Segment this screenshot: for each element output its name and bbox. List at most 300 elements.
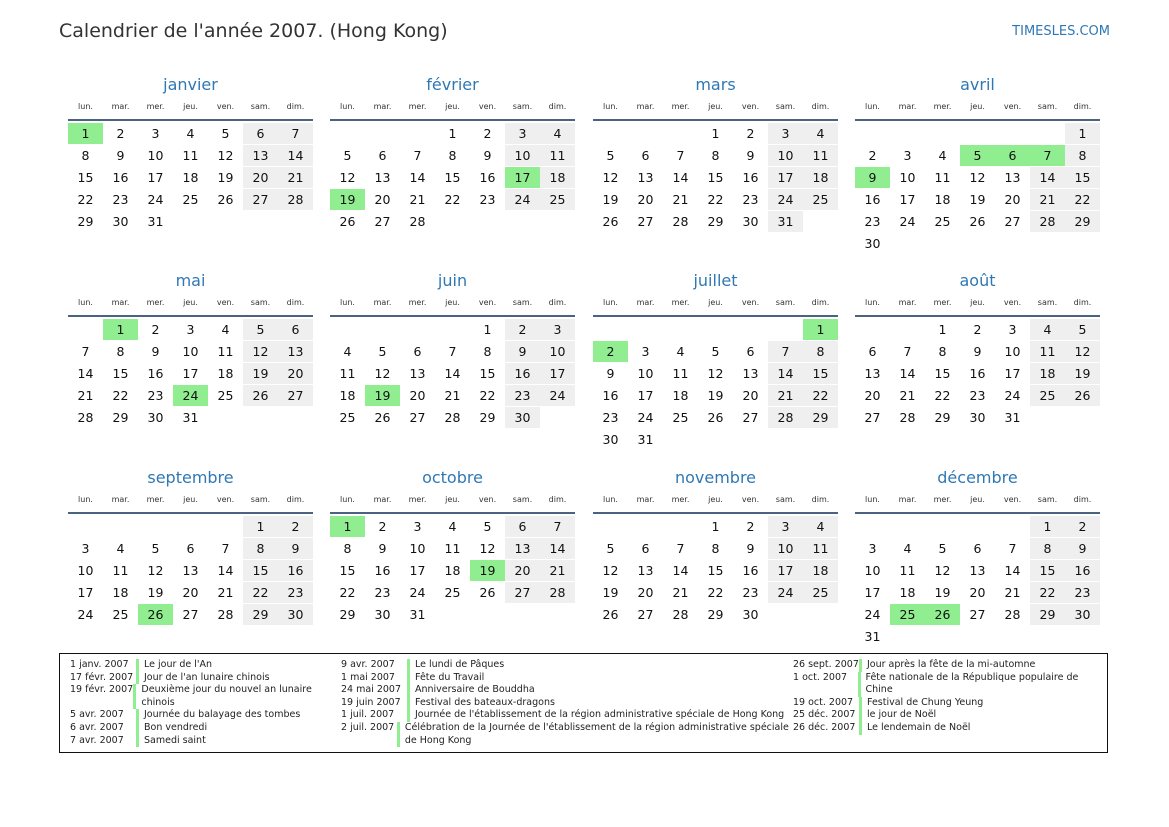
day-cell: 12 [1065, 341, 1100, 362]
weekday-label: mar. [111, 495, 130, 504]
weekday-label: sam. [512, 102, 533, 111]
day-cell: 27 [243, 189, 278, 210]
month-8 [855, 268, 1100, 458]
day-cell: 7 [448, 344, 457, 359]
holiday-day-cell: 19 [330, 189, 365, 210]
day-cell: 5 [221, 126, 230, 141]
day-cell: 6 [413, 344, 422, 359]
day-cell: 9 [378, 541, 387, 556]
day-cell: 13 [505, 538, 540, 559]
month-name: mars [695, 75, 736, 94]
page-title: Calendrier de l'année 2007. (Hong Kong) [59, 20, 448, 42]
day-cell: 12 [707, 366, 724, 381]
day-cell: 28 [672, 607, 689, 622]
day-cell: 15 [707, 170, 724, 185]
header-rule [330, 119, 575, 121]
day-cell: 23 [479, 192, 496, 207]
day-cell: 15 [803, 363, 838, 384]
day-cell: 27 [864, 410, 881, 425]
legend-color-bar [397, 722, 400, 747]
legend-date: 17 févr. 2007 [70, 671, 134, 683]
month-name: janvier [163, 75, 218, 94]
holiday-day-cell: 6 [995, 145, 1030, 166]
day-cell: 26 [707, 410, 724, 425]
day-cell: 6 [278, 319, 313, 340]
weekday-label: jeu. [445, 102, 460, 111]
day-cell: 14 [672, 563, 689, 578]
day-cell: 29 [77, 214, 94, 229]
day-cell: 10 [182, 344, 199, 359]
weekday-label: jeu. [708, 495, 723, 504]
day-cell: 13 [374, 170, 391, 185]
day-cell: 10 [505, 145, 540, 166]
day-cell: 28 [278, 189, 313, 210]
legend-row [341, 722, 789, 747]
legend-holiday-name: Jour après la fête de la mi-automne [867, 659, 1036, 670]
day-cell: 20 [637, 585, 654, 600]
day-cell: 18 [672, 388, 689, 403]
day-cell: 18 [803, 560, 838, 581]
month-name: juin [437, 271, 468, 290]
day-cell: 10 [899, 170, 916, 185]
day-cell: 28 [540, 582, 575, 603]
day-cell: 5 [711, 344, 720, 359]
day-cell: 10 [768, 145, 803, 166]
header-rule [593, 119, 838, 121]
legend-date: 19 juin 2007 [341, 696, 401, 708]
legend-holiday-name: Le lundi de Pâques [415, 659, 505, 670]
legend-row [341, 659, 789, 672]
day-cell: 25 [182, 192, 199, 207]
day-cell: 17 [864, 585, 881, 600]
day-cell: 21 [672, 585, 689, 600]
day-cell: 9 [151, 344, 160, 359]
day-cell: 26 [602, 214, 619, 229]
day-cell: 10 [864, 563, 881, 578]
day-cell: 16 [1065, 560, 1100, 581]
header-rule [330, 512, 575, 514]
legend-row [70, 684, 340, 709]
weekday-label: jeu. [708, 102, 723, 111]
day-cell: 12 [969, 170, 986, 185]
day-cell: 8 [1065, 145, 1100, 166]
day-cell: 25 [803, 189, 838, 210]
day-cell: 2 [278, 516, 313, 537]
day-cell: 27 [278, 385, 313, 406]
weekday-label: sam. [775, 102, 796, 111]
month-name: juillet [693, 271, 738, 290]
header-rule [593, 512, 838, 514]
day-cell: 31 [182, 410, 199, 425]
weekday-label: mar. [111, 102, 130, 111]
weekday-label: dim. [1073, 298, 1092, 307]
day-cell: 14 [278, 145, 313, 166]
day-cell: 23 [864, 214, 881, 229]
weekday-label: ven. [741, 298, 760, 307]
day-cell: 17 [768, 560, 803, 581]
day-cell: 8 [1030, 538, 1065, 559]
weekday-label: lun. [340, 102, 355, 111]
day-cell: 27 [182, 607, 199, 622]
day-cell: 1 [1030, 516, 1065, 537]
day-cell: 30 [278, 604, 313, 625]
day-cell: 14 [444, 366, 461, 381]
day-cell: 31 [864, 629, 881, 644]
weekday-header [68, 100, 313, 114]
day-cell: 12 [339, 170, 356, 185]
day-cell: 19 [147, 585, 164, 600]
legend-date: 19 févr. 2007 [70, 684, 134, 696]
day-cell: 29 [243, 604, 278, 625]
legend-color-bar [136, 709, 139, 722]
day-cell: 4 [540, 123, 575, 144]
weekday-header [330, 296, 575, 310]
day-cell: 20 [278, 363, 313, 384]
day-cell: 23 [969, 388, 986, 403]
day-cell: 25 [803, 582, 838, 603]
weekday-label: mer. [408, 298, 427, 307]
day-cell: 18 [899, 585, 916, 600]
weekday-label: dim. [1073, 102, 1092, 111]
day-cell: 3 [413, 519, 422, 534]
day-cell: 31 [768, 211, 803, 232]
day-cell: 7 [413, 148, 422, 163]
day-cell: 22 [707, 192, 724, 207]
day-cell: 17 [637, 388, 654, 403]
weekday-header [855, 493, 1100, 507]
day-cell: 27 [409, 410, 426, 425]
day-cell: 14 [409, 170, 426, 185]
weekday-label: mer. [933, 102, 952, 111]
holiday-day-cell: 1 [103, 319, 138, 340]
day-cell: 26 [374, 410, 391, 425]
day-cell: 19 [602, 585, 619, 600]
weekday-label: dim. [811, 495, 830, 504]
day-cell: 16 [278, 560, 313, 581]
day-cell: 16 [147, 366, 164, 381]
weekday-header [593, 100, 838, 114]
header-rule [593, 315, 838, 317]
day-cell: 17 [182, 366, 199, 381]
day-cell: 2 [378, 519, 387, 534]
legend-column [70, 659, 340, 747]
day-cell: 9 [483, 148, 492, 163]
day-cell: 18 [803, 167, 838, 188]
day-cell: 24 [147, 192, 164, 207]
day-cell: 12 [217, 148, 234, 163]
day-cell: 17 [540, 363, 575, 384]
day-cell: 8 [116, 344, 125, 359]
weekday-label: mar. [111, 298, 130, 307]
day-cell: 3 [641, 344, 650, 359]
weekday-label: lun. [865, 298, 880, 307]
weekday-label: mer. [146, 102, 165, 111]
day-cell: 23 [112, 192, 129, 207]
month-10 [330, 465, 575, 655]
legend-date: 5 avr. 2007 [70, 709, 124, 721]
month-11 [593, 465, 838, 655]
day-cell: 24 [540, 385, 575, 406]
day-cell: 3 [868, 541, 877, 556]
legend-row [70, 659, 340, 672]
legend-holiday-name: Fête nationale de la République populaire de Chine [865, 671, 1079, 696]
day-cell: 18 [112, 585, 129, 600]
day-cell: 23 [742, 192, 759, 207]
day-cell: 4 [186, 126, 195, 141]
legend-date: 1 janv. 2007 [70, 659, 129, 670]
weekday-label: ven. [216, 298, 235, 307]
day-cell: 25 [1030, 385, 1065, 406]
day-cell: 5 [606, 541, 615, 556]
day-cell: 10 [1004, 344, 1021, 359]
day-cell: 20 [637, 192, 654, 207]
day-cell: 17 [77, 585, 94, 600]
weekday-label: dim. [548, 495, 567, 504]
day-cell: 18 [217, 366, 234, 381]
day-cell: 27 [1004, 214, 1021, 229]
day-cell: 29 [934, 410, 951, 425]
day-cell: 30 [1065, 604, 1100, 625]
legend-row [341, 684, 789, 697]
weekday-label: ven. [1003, 298, 1022, 307]
weekday-label: ven. [216, 102, 235, 111]
legend-color-bar [859, 722, 862, 735]
day-cell: 22 [1065, 189, 1100, 210]
weekday-label: mar. [636, 102, 655, 111]
day-cell: 23 [505, 385, 540, 406]
day-cell: 29 [707, 214, 724, 229]
site-link[interactable]: TIMESLES.COM [1012, 24, 1110, 39]
day-cell: 30 [602, 432, 619, 447]
day-cell: 10 [768, 538, 803, 559]
day-cell: 25 [339, 410, 356, 425]
day-cell: 9 [116, 148, 125, 163]
header-rule [330, 315, 575, 317]
day-cell: 24 [864, 607, 881, 622]
day-cell: 9 [1065, 538, 1100, 559]
weekday-label: lun. [865, 102, 880, 111]
day-cell: 2 [746, 519, 755, 534]
day-cell: 5 [378, 344, 387, 359]
header-rule [855, 315, 1100, 317]
legend-color-bar [136, 659, 139, 672]
day-cell: 31 [409, 607, 426, 622]
day-cell: 29 [803, 407, 838, 428]
day-cell: 30 [864, 236, 881, 251]
day-cell: 16 [112, 170, 129, 185]
day-cell: 11 [672, 366, 689, 381]
legend-holiday-name: Fête du Travail [415, 671, 485, 683]
legend-color-bar [859, 709, 862, 722]
day-cell: 19 [602, 192, 619, 207]
day-cell: 16 [742, 563, 759, 578]
day-cell: 17 [768, 167, 803, 188]
day-cell: 26 [479, 585, 496, 600]
day-cell: 26 [339, 214, 356, 229]
legend-row [70, 672, 340, 685]
legend-date: 26 sept. 2007 [793, 659, 859, 670]
day-cell: 14 [217, 563, 234, 578]
weekday-label: mer. [408, 102, 427, 111]
day-cell: 30 [505, 407, 540, 428]
legend-color-bar [859, 659, 862, 672]
weekday-label: jeu. [445, 298, 460, 307]
day-cell: 30 [969, 410, 986, 425]
day-cell: 3 [768, 123, 803, 144]
day-cell: 7 [1008, 541, 1017, 556]
day-cell: 5 [938, 541, 947, 556]
holiday-legend [59, 653, 1108, 753]
legend-color-bar [407, 684, 410, 697]
month-name: novembre [674, 468, 757, 487]
legend-holiday-name: Anniversaire de Bouddha [415, 684, 535, 696]
weekday-label: lun. [340, 495, 355, 504]
weekday-label: sam. [775, 298, 796, 307]
day-cell: 21 [540, 560, 575, 581]
day-cell: 6 [746, 344, 755, 359]
day-cell: 19 [707, 388, 724, 403]
weekday-label: mer. [671, 495, 690, 504]
day-cell: 4 [343, 344, 352, 359]
month-1 [68, 72, 313, 262]
day-cell: 22 [444, 192, 461, 207]
day-cell: 21 [278, 167, 313, 188]
weekday-label: dim. [286, 298, 305, 307]
day-cell: 16 [505, 363, 540, 384]
day-cell: 22 [339, 585, 356, 600]
weekday-label: mar. [373, 102, 392, 111]
month-4 [855, 72, 1100, 262]
day-cell: 9 [746, 148, 755, 163]
day-cell: 12 [602, 563, 619, 578]
legend-color-bar [859, 697, 862, 710]
weekday-label: ven. [1003, 102, 1022, 111]
day-cell: 1 [711, 519, 720, 534]
day-cell: 29 [112, 410, 129, 425]
day-cell: 10 [77, 563, 94, 578]
day-cell: 15 [1065, 167, 1100, 188]
day-cell: 24 [637, 410, 654, 425]
month-9 [68, 465, 313, 655]
day-cell: 21 [409, 192, 426, 207]
day-cell: 3 [903, 148, 912, 163]
day-cell: 7 [278, 123, 313, 144]
day-cell: 20 [742, 388, 759, 403]
day-cell: 20 [1004, 192, 1021, 207]
weekday-header [330, 100, 575, 114]
day-cell: 8 [711, 541, 720, 556]
day-cell: 19 [217, 170, 234, 185]
weekday-label: mer. [671, 102, 690, 111]
weekday-header [855, 100, 1100, 114]
day-cell: 18 [1030, 363, 1065, 384]
weekday-label: sam. [512, 495, 533, 504]
weekday-label: ven. [741, 102, 760, 111]
day-cell: 5 [343, 148, 352, 163]
day-cell: 1 [711, 126, 720, 141]
day-cell: 20 [969, 585, 986, 600]
day-cell: 13 [182, 563, 199, 578]
day-cell: 1 [243, 516, 278, 537]
day-cell: 14 [77, 366, 94, 381]
legend-holiday-name: Samedi saint [144, 734, 206, 746]
day-cell: 24 [768, 189, 803, 210]
weekday-header [855, 296, 1100, 310]
legend-date: 1 juil. 2007 [341, 709, 395, 721]
weekday-label: dim. [1073, 495, 1092, 504]
month-name: avril [960, 75, 995, 94]
legend-color-bar [407, 659, 410, 672]
weekday-label: mar. [373, 495, 392, 504]
day-cell: 5 [151, 541, 160, 556]
day-cell: 28 [444, 410, 461, 425]
day-cell: 18 [934, 192, 951, 207]
weekday-label: ven. [478, 495, 497, 504]
weekday-label: mar. [636, 298, 655, 307]
day-cell: 22 [77, 192, 94, 207]
day-cell: 8 [483, 344, 492, 359]
day-cell: 9 [973, 344, 982, 359]
weekday-label: sam. [775, 495, 796, 504]
day-cell: 14 [768, 363, 803, 384]
weekday-label: jeu. [708, 298, 723, 307]
day-cell: 17 [899, 192, 916, 207]
legend-row [793, 697, 1103, 710]
legend-date: 2 juil. 2007 [341, 721, 395, 733]
weekday-label: jeu. [445, 495, 460, 504]
day-cell: 11 [339, 366, 356, 381]
header-rule [855, 119, 1100, 121]
day-cell: 2 [483, 126, 492, 141]
day-cell: 2 [973, 322, 982, 337]
day-cell: 25 [540, 189, 575, 210]
day-cell: 8 [243, 538, 278, 559]
day-cell: 19 [969, 192, 986, 207]
legend-holiday-name: Journée du balayage des tombes [144, 709, 301, 721]
day-cell: 30 [742, 214, 759, 229]
day-cell: 16 [374, 563, 391, 578]
day-cell: 6 [378, 148, 387, 163]
weekday-label: ven. [1003, 495, 1022, 504]
day-cell: 6 [641, 148, 650, 163]
weekday-label: ven. [478, 298, 497, 307]
day-cell: 31 [1004, 410, 1021, 425]
day-cell: 10 [637, 366, 654, 381]
day-cell: 17 [147, 170, 164, 185]
day-cell: 12 [243, 341, 278, 362]
legend-date: 1 mai 2007 [341, 671, 395, 683]
legend-holiday-name: Journée de l'établissement de la région administrative spéciale de Hong Kong [415, 709, 785, 721]
weekday-label: lun. [78, 495, 93, 504]
day-cell: 4 [116, 541, 125, 556]
day-cell: 28 [217, 607, 234, 622]
day-cell: 22 [479, 388, 496, 403]
weekday-label: mer. [146, 298, 165, 307]
day-cell: 25 [444, 585, 461, 600]
weekday-label: dim. [548, 102, 567, 111]
day-cell: 13 [409, 366, 426, 381]
day-cell: 27 [505, 582, 540, 603]
day-cell: 19 [1065, 363, 1100, 384]
day-cell: 27 [742, 410, 759, 425]
weekday-label: jeu. [183, 102, 198, 111]
day-cell: 27 [637, 214, 654, 229]
day-cell: 11 [444, 541, 461, 556]
day-cell: 12 [147, 563, 164, 578]
day-cell: 2 [1065, 516, 1100, 537]
day-cell: 15 [339, 563, 356, 578]
legend-row [793, 659, 1103, 672]
